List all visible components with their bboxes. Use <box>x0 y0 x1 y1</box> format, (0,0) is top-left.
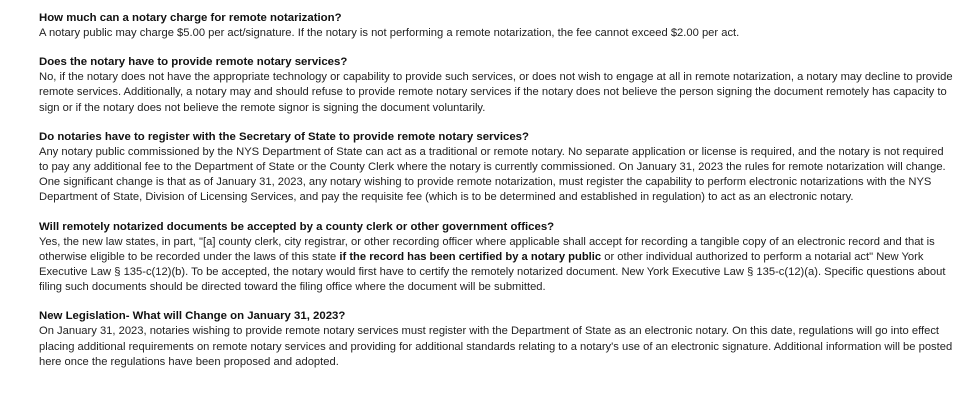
faq-question: Will remotely notarized documents be accepted by a county clerk or other government offices? <box>39 220 555 233</box>
faq-item-provide-remote-services <box>39 55 953 116</box>
faq-question: Do notaries have to register with the Secretary of State to provide remote notary services? <box>39 130 529 143</box>
faq-answer-emphasis: if the record has been certified by a notary public <box>339 250 602 263</box>
faq-item-county-clerk-acceptance <box>39 220 953 296</box>
faq-answer-text: or other individual authorized to perform a notarial act" New York Executive Law § 135-c(12)(b). To be accepted, the notary would first have to certify the remotely notarized document. New York Executive Law § 135-c(12)(a). Specific questions about filing such documents should be directed toward the filing office where the document will be submitted. <box>39 250 946 294</box>
faq-answer <box>39 235 953 296</box>
faq-question: How much can a notary charge for remote notarization? <box>39 12 342 24</box>
faq-item-register-secretary-of-state <box>39 130 953 206</box>
faq-answer: Any notary public commissioned by the NYS Department of State can act as a traditional or remote notary. No separate application or license is required, and the notary is not required to pay any additional fee to the Department of State or the County Clerk where the notary is currently commissioned. On January 31, 2023 the rules for remote notarization will change. One significant change is that as of January 31, 2023, any notary wishing to provide remote notarization, must register the capability to perform electronic notarizations with the NYS Department of State, Division of Licensing Services, and pay the requisite fee (which is to be determined and established in regulation) to act as an electronic notary. <box>39 145 946 204</box>
faq-question: New Legislation- What will Change on January 31, 2023? <box>39 310 346 323</box>
faq-item-new-legislation <box>39 309 953 370</box>
faq-answer: A notary public may charge $5.00 per act/signature. If the notary is not performing a remote notarization, the fee cannot exceed $2.00 per act. <box>39 27 740 39</box>
faq-item-remote-notarization-fee <box>39 11 953 41</box>
faq-question: Does the notary have to provide remote notary services? <box>39 56 348 69</box>
faq-answer: No, if the notary does not have the appropriate technology or capability to provide such services, or does not wish to engage at all in remote notarization, a notary may decline to provide remote services. Additionally, a notary may and should refuse to provide remote notary services if the notary does not believe the person signing the document remotely has capacity to sign or if the notary does not believe the remote signor is signing the document voluntarily. <box>39 71 953 114</box>
faq-answer: On January 31, 2023, notaries wishing to provide remote notary services must register with the Department of State as an electronic notary. On this date, regulations will go into effect placing additional requirements on remote notary services and providing for additional standards relating to a notary's use of an electronic signature. Additional information will be posted here once the regulations have been proposed and adopted. <box>39 325 953 368</box>
faq-answer-text: Yes, the new law states, in part, "[a] county clerk, city registrar, or other recording officer where applicable shall accept for recording a tangible copy of an electronic record and that is otherwise eligible to be recorded under the laws of this state <box>39 235 935 263</box>
